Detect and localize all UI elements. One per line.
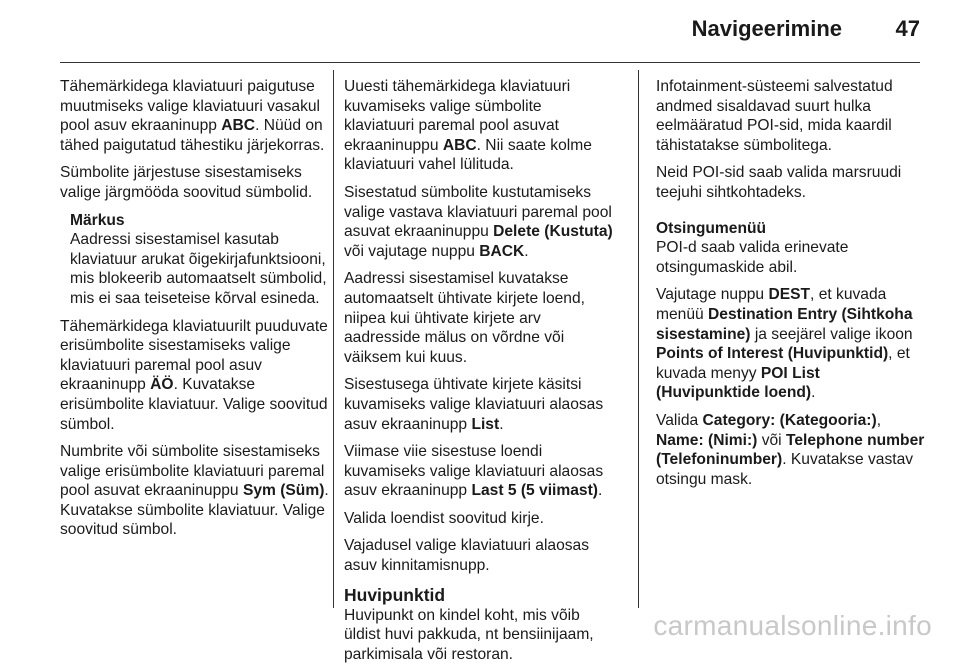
paragraph: Sisestatud sümbolite kustutamiseks valige vastava klaviatuuri paremal pool asuvat ekraaninuppu Delete (Kustuta) või vajutage nuppu BACK. (344, 183, 613, 260)
column-3 (656, 77, 926, 497)
page-title: Navigeerimine (691, 16, 842, 41)
note-text: Aadressi sisestamisel kasutab klaviatuur arukat õigekirjafunktsiooni, mis blokeerib automaatselt sümbolid, mis ei saa teiseteise kõrval esineda. (70, 231, 327, 307)
paragraph: Viimase viie sisestuse loendi kuvamiseks valige klaviatuuri alaosas asuv ekraaninupp Last 5 (5 viimast). (344, 443, 604, 500)
paragraph: Aadressi sisestamisel kuvatakse automaatselt ühtivate kirjete loend, niipea kui ühtivate kirjete arv aadresside mälus on võrdne või väiksem kui kuus. (344, 270, 585, 366)
paragraph: Valida loendist soovitud kirje. (344, 509, 544, 527)
paragraph: Sisestusega ühtivate kirjete käsitsi kuvamiseks valige klaviatuuri alaosas asuv ekraaninupp List. (344, 376, 604, 433)
paragraph: Vajutage nuppu DEST, et kuvada menüü Destination Entry (Sihtkoha sisestamine) ja seejärel valige ikoon Points of Interest (Huvipunktid), et kuvada menyy POI List (Huvipunktide loend). (656, 286, 913, 402)
paragraph: Vajadusel valige klaviatuuri alaosas asuv kinnitamisnupp. (344, 537, 590, 575)
page-header (60, 0, 920, 63)
paragraph: Tähemärkidega klaviatuuri paigutuse muutmiseks valige klaviatuuri vasakul pool asuv ekraaninupp ABC. Nüüd on tähed paigutatud tähestiku järjekorras. (60, 78, 325, 154)
page-number: 47 (895, 16, 920, 41)
paragraph: Numbrite või sümbolite sisestamiseks valige erisümbolite klaviatuuri paremal pool asuvat ekraaninuppu Sym (Süm). Kuvatakse sümbolite klaviatuur. Valige soovitud sümbol. (60, 443, 329, 539)
watermark-text: carmanualsonline.info (653, 610, 932, 641)
paragraph: Huvipunkt on kindel koht, mis võib üldist huvi pakkuda, nt bensiinijaam, parkimisala või restoran. (344, 606, 594, 663)
column-1 (60, 77, 332, 548)
paragraph: Uuesti tähemärkidega klaviatuuri kuvamiseks valige sümbolite klaviatuuri paremal pool asuvat ekraaninuppu ABC. Nii saate kolme klaviatuuri vahel lülituda. (344, 78, 592, 174)
section-heading: Huvipunktid (344, 584, 446, 605)
column-divider (638, 70, 639, 608)
column-2 (344, 77, 616, 672)
paragraph: POI-d saab valida erinevate otsingumaskide abil. (656, 239, 849, 276)
paragraph: Sümbolite järjestuse sisestamiseks valige järgmööda soovitud sümbolid. (60, 164, 313, 201)
column-divider (333, 70, 334, 608)
note-title: Märkus (70, 211, 125, 229)
note-box (70, 211, 332, 309)
paragraph: Infotainment-süsteemi salvestatud andmed sisaldavad suurt hulka eelmääratud POI-sid, mida kaardil tähistatakse sümbolitega. (656, 78, 893, 154)
paragraph: Tähemärkidega klaviatuurilt puuduvate erisümbolite sisestamiseks valige klaviatuuri paremal pool asuv ekraaninupp ÄÖ. Kuvatakse erisümbolite klaviatuur. Valige soovitud sümbol. (60, 317, 328, 433)
section-heading: Otsingumenüü (656, 219, 767, 237)
paragraph: Valida Category: (Kategooria:), Name: (Nimi:) või Telephone number (Telefoninumber). Kuvatakse vastav otsingu mask. (656, 411, 925, 488)
paragraph: Neid POI-sid saab valida marsruudi teejuhi sihtkohtadeks. (656, 164, 902, 201)
